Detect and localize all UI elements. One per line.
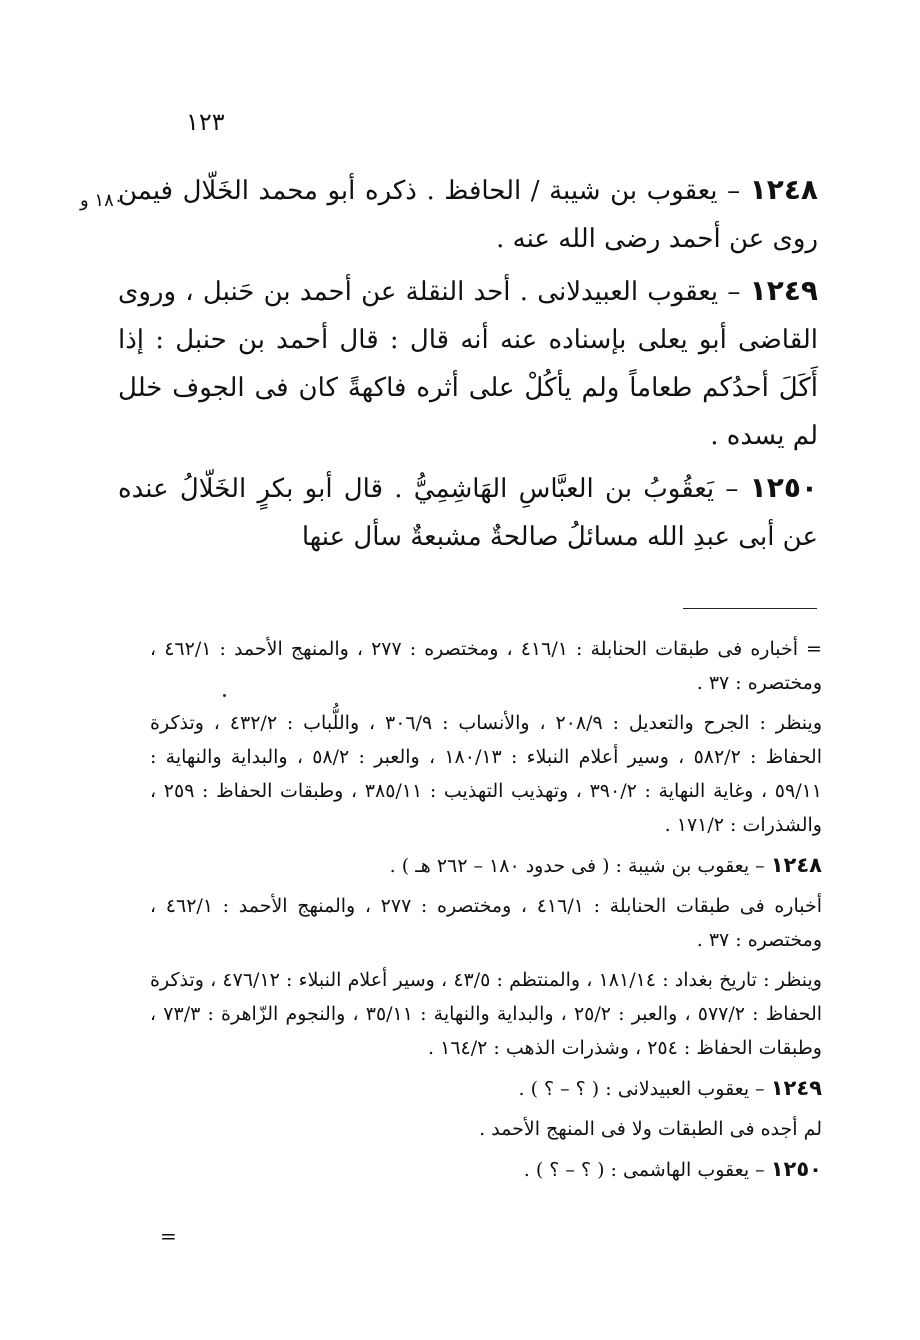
entry-1249: [118, 267, 818, 460]
entry-number: ١٢٤٩: [749, 274, 818, 307]
footnote-continuation-1: = أخباره فى طبقات الحنابلة : ٤١٦/١ ، ومختصره : ٢٧٧ ، والمنهج الأحمد : ٤٦٢/١ ، ومختصره : ٣٧ .: [150, 638, 822, 694]
entry-text: – يعقوب العبيدلانى . أحد النقلة عن أحمد بن حَنبل ، وروى القاضى أبو يعلى بإسناده عنه أنه قال : قال أحمد بن حنبل : إذا أَكَلَ أحدُكم طعاماً ولم يأكُلْ على أثره فاكهةً كان فى الجوف خلل لم يسده .: [118, 277, 818, 451]
footnote-number: ١٢٤٨: [770, 853, 822, 877]
entry-number: ١٢٤٨: [749, 173, 818, 206]
footnote-1249-a: لم أجده فى الطبقات ولا فى المنهج الأحمد .: [479, 1118, 822, 1140]
footnote-1248-head: [150, 848, 822, 883]
page-number: ١٢٣: [186, 108, 225, 136]
entry-text: – يعقوب بن شيبة / الحافظ . ذكره أبو محمد الخَلّال فيمن روى عن أحمد رضى الله عنه .: [118, 176, 818, 254]
footnote-number: ١٢٤٩: [770, 1076, 822, 1100]
footnote-1249-head: [150, 1071, 822, 1106]
entry-number: ١٢٥٠: [749, 471, 818, 504]
margin-note: ١٨٠ و: [80, 190, 124, 211]
footnote-1248-b: وينظر : تاريخ بغداد : ١٨١/١٤ ، والمنتظم : ٤٣/٥ ، وسير أعلام النبلاء : ٤٧٦/١٢ ، وتذكرة الحفاظ : ٥٧٧/٢ ، والعبر : ٢٥/٢ ، والبداية والنهاية : ٣٥/١١ ، والنجوم الزّاهرة : ٧٣/٣ ، وطبقات الحفاظ : ٢٥٤ ، وشذرات الذهب : ١٦٤/٢ .: [150, 969, 823, 1059]
main-text: [118, 166, 818, 565]
footnotes: [150, 632, 822, 1193]
footnote-continuation-2: وينظر : الجرح والتعديل : ٢٠٨/٩ ، والأنساب : ٣٠٦/٩ ، واللُّباب : ٤٣٢/٢ ، وتذكرة الحفاظ : ٥٨٢/٢ ، وسير أعلام النبلاء : ١٨٠/١٣ ، والعبر : ٥٨/٢ ، والبداية والنهاية : ٥٩/١١ ، وغاية النهاية : ٣٩٠/٢ ، وتهذيب التهذيب : ٣٨٥/١١ ، وطبقات الحفاظ : ٢٥٩ ، والشذرات : ١٧١/٢ .: [150, 712, 823, 836]
footnote-number: ١٢٥٠: [770, 1157, 822, 1181]
footnote-separator: [683, 608, 817, 609]
footnote-heading: – يعقوب العبيدلانى : ( ؟ – ؟ ) .: [518, 1078, 771, 1100]
continuation-mark: =: [160, 1224, 177, 1248]
footnote-1250-head: [150, 1152, 822, 1187]
footnote-1248-a: أخباره فى طبقات الحنابلة : ٤١٦/١ ، ومختصره : ٢٧٧ ، والمنهج الأحمد : ٤٦٢/١ ، ومختصره : ٣٧ .: [150, 895, 822, 951]
footnote-heading: – يعقوب الهاشمى : ( ؟ – ؟ ) .: [523, 1159, 771, 1181]
entry-text: – يَعقُوبُ بن العبَّاسِ الهَاشِمِيُّ . قال أبو بكرٍ الخَلّالُ عنده عن أبى عبدِ الله مسائلُ صالحةٌ مشبعةٌ سأل عنها: [118, 474, 818, 552]
entry-1248: [118, 166, 818, 263]
entry-1250: [118, 464, 818, 561]
footnote-heading: – يعقوب بن شيبة : ( فى حدود ١٨٠ – ٢٦٢ هـ ) .: [389, 855, 771, 877]
